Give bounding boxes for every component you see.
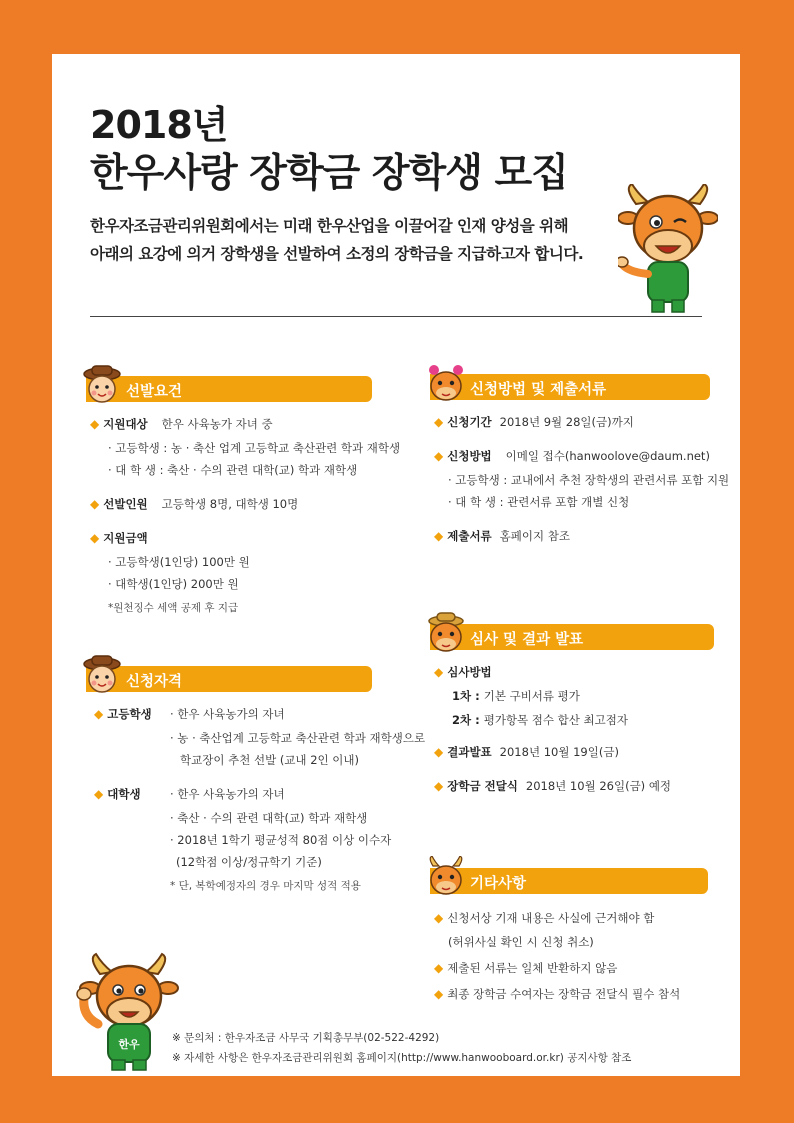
divider [90,316,702,317]
docs-value: 홈페이지 참조 [499,529,570,543]
target-value: 한우 사육농가 자녀 중 [161,417,273,431]
footer-detail: ※ 자세한 사항은 한우자조금관리위원회 홈페이지(http://www.hanwooboard.or.kr) 공지사항 참조 [172,1052,632,1064]
result-value: 2018년 10월 19일(금) [499,745,619,759]
section-apply-body [434,412,734,592]
section-review-body [434,662,734,802]
method-value: 이메일 접수(hanwoolove@daum.net) [505,449,710,463]
intro-line-1: 한우자조금관리위원회에서는 미래 한우산업을 이끌어갈 인재 양성을 위해 [90,217,569,235]
apron-badge-text: 한우 [118,1038,140,1051]
footer-contact: ※ 문의처 : 한우자조금 사무국 기획총무부(02-522-4292) [172,1032,440,1044]
elig-hs-1: · 한우 사육농가의 자녀 [170,707,285,721]
diamond-bullet-icon: ◆ [434,779,444,793]
section-selection-body [90,414,410,624]
etc-item-3: 최종 장학금 수여자는 장학금 전달식 필수 참석 [447,987,681,1001]
method-hs: · 고등학생 : 교내에서 추천 장학생의 관련서류 포함 지원 [448,473,730,487]
diamond-bullet-icon: ◆ [90,417,100,431]
round2-key: 2차 : [452,713,480,727]
elig-univ-2: · 축산 · 수의 관련 대학(교) 학과 재학생 [170,811,368,825]
cow-face-icon [426,856,466,898]
section-review-header [430,624,714,650]
diamond-bullet-icon: ◆ [434,961,444,975]
diamond-bullet-icon: ◆ [434,911,444,925]
target-univ: · 대 학 생 : 축산 · 수의 관련 대학(교) 학과 재학생 [108,463,358,477]
target-key: 지원대상 [103,417,148,431]
round1-value: 기본 구비서류 평가 [483,689,580,703]
diamond-bullet-icon: ◆ [90,531,100,545]
section-etc-header [430,868,708,894]
elig-univ-4: (12학점 이상/정규학기 기준) [176,855,322,869]
cow-girl-face-icon [426,362,466,404]
title-year: 2018년 [90,103,228,147]
review-method-key: 심사방법 [447,665,492,679]
method-univ: · 대 학 생 : 관련서류 포함 개별 신청 [448,495,630,509]
elig-univ-3: · 2018년 1학기 평균성적 80점 이상 이수자 [170,833,392,847]
section-eligibility-title: 신청자격 [126,674,183,690]
count-value: 고등학생 8명, 대학생 10명 [161,497,299,511]
result-key: 결과발표 [447,745,492,759]
ceremony-key: 장학금 전달식 [447,779,518,793]
amount-univ: · 대학생(1인당) 200만 원 [108,577,239,591]
section-eligibility-body [94,704,424,904]
etc-item-1b: (허위사실 확인 시 신청 취소) [448,935,594,949]
diamond-bullet-icon: ◆ [434,449,444,463]
section-apply-header [430,374,710,400]
section-etc-title: 기타사항 [470,876,527,892]
cow-farmer-face-icon [426,612,466,654]
section-review-title: 심사 및 결과 발표 [470,632,584,648]
cow-mascot-waving-illustration [618,184,718,316]
ceremony-value: 2018년 10월 26일(금) 예정 [525,779,672,793]
diamond-bullet-icon: ◆ [434,987,444,1001]
etc-item-2: 제출된 서류는 일체 반환하지 않음 [447,961,618,975]
period-key: 신청기간 [447,415,492,429]
amount-hs: · 고등학생(1인당) 100만 원 [108,555,250,569]
section-selection-title: 선발요건 [126,384,183,400]
period-value: 2018년 9월 28일(금)까지 [499,415,634,429]
section-apply-title: 신청방법 및 제출서류 [470,382,607,398]
diamond-bullet-icon: ◆ [434,665,444,679]
round2-value: 평가항목 점수 합산 최고점자 [483,713,628,727]
footer-notes [172,1028,631,1068]
count-key: 선발인원 [103,497,148,511]
poster-sheet [52,54,740,1076]
elig-hs-key: 고등학생 [107,707,152,721]
target-hs: · 고등학생 : 농 · 축산 업계 고등학교 축산관련 학과 재학생 [108,441,401,455]
page-title: 한우사랑 장학금 장학생 모집 [90,151,568,196]
elig-hs-2: · 농 · 축산업계 고등학교 축산관련 학과 재학생으로 [170,731,426,745]
farmer-face-icon [82,654,122,696]
diamond-bullet-icon: ◆ [434,745,444,759]
amount-note: *원천징수 세액 공제 후 지급 [108,602,239,614]
diamond-bullet-icon: ◆ [94,787,104,801]
round1-key: 1차 : [452,689,480,703]
diamond-bullet-icon: ◆ [94,707,104,721]
amount-key: 지원금액 [103,531,148,545]
elig-hs-3: 학교장이 추천 선발 (교내 2인 이내) [180,753,359,767]
etc-item-1: 신청서상 기재 내용은 사실에 근거해야 함 [447,911,655,925]
section-selection-header [86,376,372,402]
method-key: 신청방법 [447,449,492,463]
elig-univ-note: * 단, 복학예정자의 경우 마지막 성적 적용 [170,880,361,892]
diamond-bullet-icon: ◆ [90,497,100,511]
diamond-bullet-icon: ◆ [434,415,444,429]
diamond-bullet-icon: ◆ [434,529,444,543]
elig-univ-key: 대학생 [107,787,141,801]
docs-key: 제출서류 [447,529,492,543]
elig-univ-1: · 한우 사육농가의 자녀 [170,787,285,801]
intro-text [90,212,583,268]
intro-line-2: 아래의 요강에 의거 장학생을 선발하여 소정의 장학금을 지급하고자 합니다. [90,245,584,263]
section-etc-body [434,908,734,1008]
cow-mascot-apron-illustration [74,952,184,1072]
section-eligibility-header [86,666,372,692]
farmer-face-icon [82,364,122,406]
